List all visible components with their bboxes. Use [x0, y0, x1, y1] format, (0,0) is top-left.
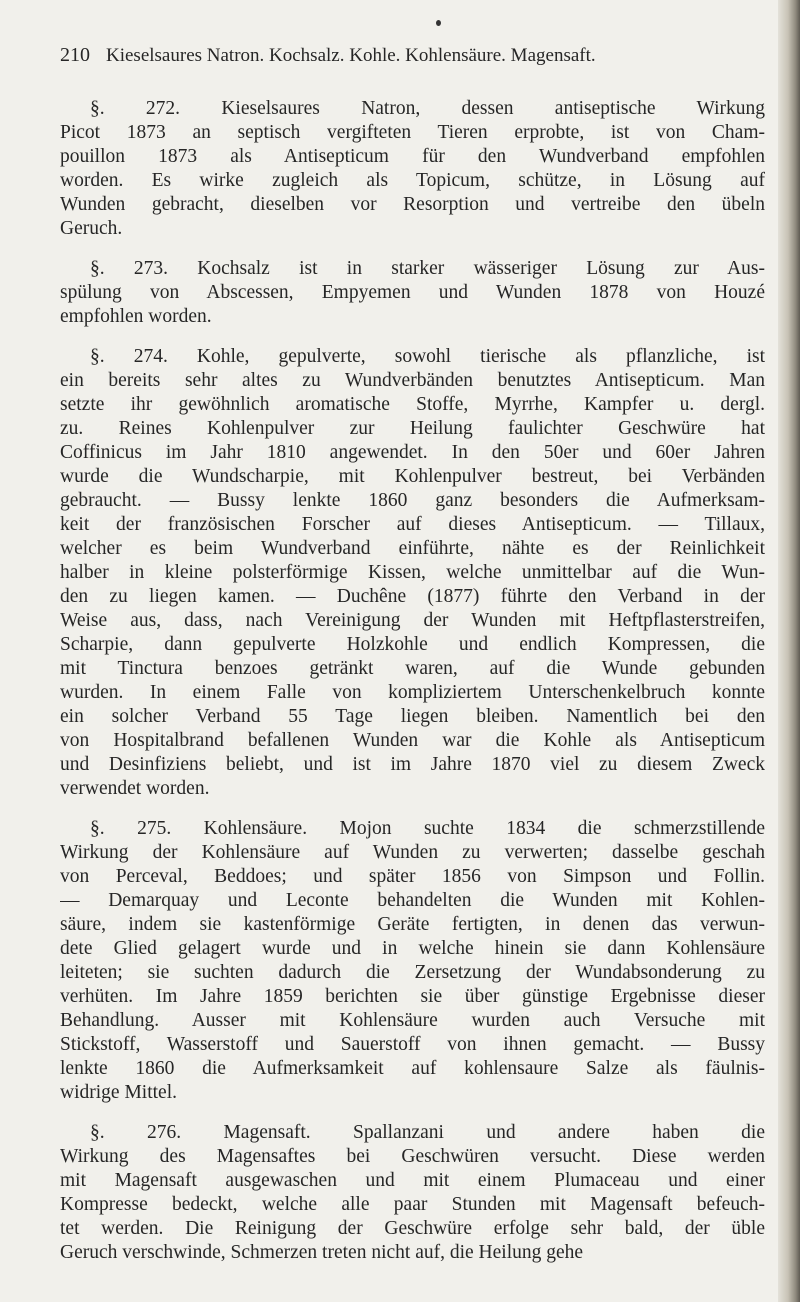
text-line: widrige Mittel.	[60, 1082, 177, 1103]
text-line: — Demarquay und Leconte behandelten die Wunden mit Kohlen-	[60, 890, 765, 911]
text-line: mit Tinctura benzoes getränkt waren, auf die Wunde gebunden	[60, 658, 765, 679]
page-number: 210	[60, 44, 90, 66]
text-line: wurden. In einem Falle von kompliziertem Unterschenkelbruch konnte	[60, 682, 765, 703]
text-line: halber in kleine polsterförmige Kissen, welche unmittelbar auf die Wun-	[60, 562, 765, 583]
text-line: Geruch.	[60, 218, 123, 239]
text-line: Scharpie, dann gepulverte Holzkohle und endlich Kompressen, die	[60, 634, 765, 655]
text-line: Coffinicus im Jahr 1810 angewendet. In den 50er und 60er Jahren	[60, 442, 765, 463]
paragraph-273	[60, 257, 765, 329]
text-line: den zu liegen kamen. — Duchêne (1877) führte den Verband in der	[60, 586, 765, 607]
text-line: gebraucht. — Bussy lenkte 1860 ganz besonders die Aufmerksam-	[60, 490, 765, 511]
text-line: Stickstoff, Wasserstoff und Sauerstoff von ihnen gemacht. — Bussy	[60, 1034, 765, 1055]
text-line: von Hospitalbrand befallenen Wunden war die Kohle als Antisepticum	[60, 730, 765, 751]
text-line: mit Magensaft ausgewaschen und mit einem Plumaceau und einer	[60, 1170, 765, 1191]
text-line: säure, indem sie kastenförmige Geräte fertigten, in denen das verwun-	[60, 914, 765, 935]
text-line: Behandlung. Ausser mit Kohlensäure wurden auch Versuche mit	[60, 1010, 765, 1031]
page-edge-shadow	[778, 0, 800, 1302]
text-line: §. 272. Kieselsaures Natron, dessen antiseptische Wirkung	[90, 98, 765, 119]
text-line: verhüten. Im Jahre 1859 berichten sie über günstige Ergebnisse dieser	[60, 986, 765, 1007]
text-line: tet werden. Die Reinigung der Geschwüre erfolge sehr bald, der üble	[60, 1218, 765, 1239]
paragraph-274	[60, 345, 765, 801]
text-line: §. 274. Kohle, gepulverte, sowohl tierische als pflanzliche, ist	[90, 346, 765, 367]
text-line: welcher es beim Wundverband einführte, nähte es der Reinlichkeit	[60, 538, 765, 559]
text-line: von Perceval, Beddoes; und später 1856 von Simpson und Follin.	[60, 866, 765, 887]
text-line: zu. Reines Kohlenpulver zur Heilung faulichter Geschwüre hat	[60, 418, 765, 439]
text-line: und Desinfiziens beliebt, und ist im Jahre 1870 viel zu diesem Zweck	[60, 754, 765, 775]
text-line: §. 275. Kohlensäure. Mojon suchte 1834 die schmerzstillende	[90, 818, 765, 839]
paragraph-272	[60, 97, 765, 241]
text-line: empfohlen worden.	[60, 306, 212, 327]
text-line: worden. Es wirke zugleich als Topicum, schütze, in Lösung auf	[60, 170, 765, 191]
text-line: keit der französischen Forscher auf dieses Antisepticum. — Tillaux,	[60, 514, 765, 535]
page-body	[60, 97, 765, 1281]
text-line: pouillon 1873 als Antisepticum für den Wundverband empfohlen	[60, 146, 765, 167]
text-line: dete Glied gelagert wurde und in welche hinein sie dann Kohlensäure	[60, 938, 765, 959]
text-line: leiteten; sie suchten dadurch die Zersetzung der Wundabsonderung zu	[60, 962, 765, 983]
running-header	[60, 44, 760, 67]
text-line: setzte ihr gewöhnlich aromatische Stoffe, Myrrhe, Kampfer u. dergl.	[60, 394, 765, 415]
text-line: Picot 1873 an septisch vergifteten Tieren erprobte, ist von Cham-	[60, 122, 765, 143]
text-line: ein solcher Verband 55 Tage liegen bleiben. Namentlich bei den	[60, 706, 765, 727]
running-title: Kieselsaures Natron. Kochsalz. Kohle. Kohlensäure. Magensaft.	[106, 45, 596, 66]
text-line: §. 273. Kochsalz ist in starker wässeriger Lösung zur Aus-	[90, 258, 765, 279]
paragraph-276	[60, 1121, 765, 1265]
text-line: lenkte 1860 die Aufmerksamkeit auf kohlensaure Salze als fäulnis-	[60, 1058, 765, 1079]
text-line: wurde die Wundscharpie, mit Kohlenpulver bestreut, bei Verbänden	[60, 466, 765, 487]
paragraph-275	[60, 817, 765, 1105]
text-line: spülung von Abscessen, Empyemen und Wunden 1878 von Houzé	[60, 282, 765, 303]
text-line: Wirkung der Kohlensäure auf Wunden zu verwerten; dasselbe geschah	[60, 842, 765, 863]
print-mark	[436, 20, 441, 26]
text-line: Wirkung des Magensaftes bei Geschwüren versucht. Diese werden	[60, 1146, 765, 1167]
text-line: ein bereits sehr altes zu Wundverbänden benutztes Antisepticum. Man	[60, 370, 765, 391]
text-line: Kompresse bedeckt, welche alle paar Stunden mit Magensaft befeuch-	[60, 1194, 765, 1215]
text-line: Geruch verschwinde, Schmerzen treten nicht auf, die Heilung gehe	[60, 1242, 584, 1263]
text-line: §. 276. Magensaft. Spallanzani und andere haben die	[90, 1122, 765, 1143]
text-line: verwendet worden.	[60, 778, 210, 799]
text-line: Weise aus, dass, nach Vereinigung der Wunden mit Heftpflasterstreifen,	[60, 610, 765, 631]
text-line: Wunden gebracht, dieselben vor Resorption und vertreibe den übeln	[60, 194, 765, 215]
